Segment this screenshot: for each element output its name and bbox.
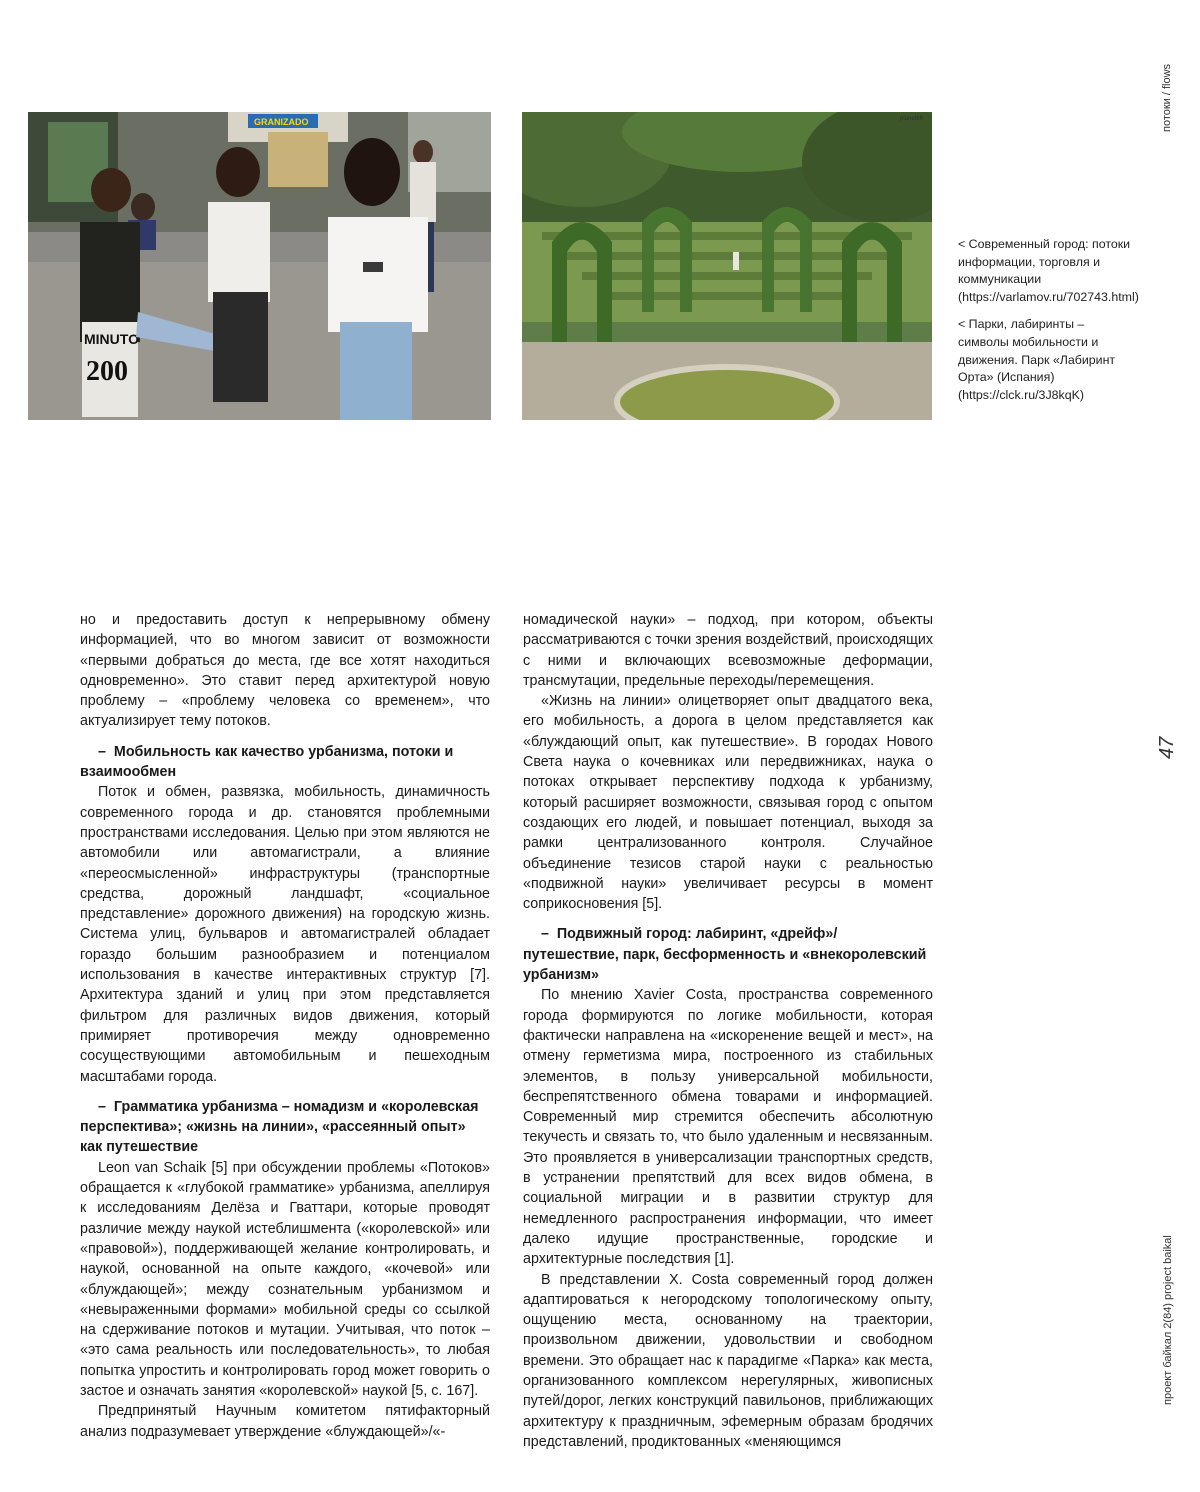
paragraph: Предпринятый Научным комитетом пятифакторный анализ подразумевает утверждение «блуждающей»/«- (80, 1403, 490, 1440)
section-heading-grammar: – Грамматика урбанизма – номадизм и «королевская перспектива»; «жизнь на линии», «рассеянный опыт» как путешествие (80, 1098, 479, 1156)
page-number: 47 (1156, 736, 1178, 759)
paragraph: Поток и обмен, развязка, мобильность, динамичность современного города и др. становятся проблемными пространствами исследования. Целью при этом являются не автомобили или автомагистрали, а влияние «переосмысленной» инфраструктуры (транспортные средства, дорожный ландшафт, «социальное представление» дорожного движения) на городскую жизнь. Система улиц, бульваров и автомагистралей обладает гораздо большим разнообразием и потенциалом использования в качестве интерактивных структур [7]. Архитектура зданий и улиц при этом представляется фильтром для различных видов движения, который примиряет противоречия между одновременно сосуществующими автомобильным и пешеходным масштабами города. (80, 784, 490, 1085)
photo-credit: planet66 (900, 116, 924, 122)
section-heading-mobility: – Мобильность как качество урбанизма, потоки и взаимообмен (80, 743, 454, 781)
running-head: потоки / flows (1161, 63, 1173, 132)
section-heading-mobile-city: – Подвижный город: лабиринт, «дрейф»/путешествие, парк, бесформенность и «внекоролевский урбанизм» (523, 926, 927, 984)
journal-footer: проект байкал 2(84) project baikal (1162, 1235, 1174, 1405)
stall-sign-text: GRANIZADO (254, 117, 309, 127)
paragraph: «Жизнь на линии» олицетворяет опыт двадцатого века, его мобильность, а дорога в целом представляется как «блуждающий опыт, как путешествие». В городах Нового Света наука о кочевниках или передвижниках, наука о потоках открывает перспективу подхода к урбанизму, который расширяет возможности, связывая город с опытом создающих его людей, и повышает потенциал, выходя за рамки централизованного контроля. Случайное объединение тезисов старой науки с реальностью «подвижной науки» увеличивает ресурсы в момент соприкосновения [5]. (523, 693, 933, 913)
paragraph: Leon van Schaik [5] при обсуждении проблемы «Потоков» обращается к «глубокой грамматике» урбанизма, апеллируя к исследованиям Делёза и Гваттари, которые проводят различие между наукой истеблишмента («королевской» или «правовой»), поддерживающей желание контролировать, и наукой, основанной на опыте каждого, «кочевой» или «блуждающей»; между сознательным урбанизмом и «невыраженными формами» мобильной среды со ссылкой на сдерживание потоков и мутации. Учитывая, что поток – «это сама реальность или последовательность», то любая попытка упростить и контролировать город может говорить о застое и означать занятия «королевской» наукой [5, с. 167]. (80, 1159, 490, 1399)
caption-street: < Современный город: потоки информации, торговля и коммуникации (https://varlamov.ru/702743.html) (958, 237, 1139, 304)
paragraph: По мнению Xavier Costa, пространства современного города формируются по логике мобильности, которая фактически направлена на «искоренение вещей и мест», на отмену герметизма мира, построенного из стабильных элементов, в пользу универсальной мобильности, беспрепятственного обмена товарами и информацией. Современный мир стремится обеспечить абсолютную текучесть и связать то, что было удаленным и несвязанным. Это проявляется в универсализации транспортных средств, в устранении препятствий для всех видов обмена, в социальной миграции и в развитии структур для немедленного распространения информации, что имеет далеко идущие пространственные, городские и архитектурные последствия [1]. (523, 987, 933, 1268)
photo-street-scene (28, 112, 491, 420)
photo-labyrinth-park (522, 112, 932, 420)
text-column-left (80, 610, 490, 1442)
paragraph: но и предоставить доступ к непрерывному обмену информацией, что во многом зависит от возможности «первыми добраться до места, где все хотят находиться одновременно». Это ставит перед архитектурой новую проблему – «проблему человека со временем», что актуализирует тему потоков. (80, 612, 490, 730)
caption-labyrinth: < Парки, лабиринты – символы мобильности и движения. Парк «Лабиринт Орта» (Испания) (https://clck.ru/3J8kqK) (958, 317, 1116, 402)
photo-captions (958, 236, 1138, 414)
shirt-text: MINUTO (84, 331, 139, 347)
paragraph: номадической науки» – подход, при котором, объекты рассматриваются с точки зрения воздействий, происходящих с ними и включающих всевозможные деформации, трансмутации, предельные переходы/перемещения. (523, 612, 933, 689)
shirt-number: 200 (86, 356, 128, 387)
paragraph: В представлении X. Costa современный город должен адаптироваться к негородскому топологическому опыту, ощущению места, основанному на траектории, произвольном движении, удовольствии и свободном времени. Это обращает нас к парадигме «Парка» как места, организованного комплексом нерегулярных, живописных путей/дорог, легких конструкций павильонов, приближающих архитектуру к праздничным, эфемерным образам бродячих представлений, продиктованных «меняющимся (523, 1271, 933, 1450)
text-column-right (523, 610, 933, 1452)
